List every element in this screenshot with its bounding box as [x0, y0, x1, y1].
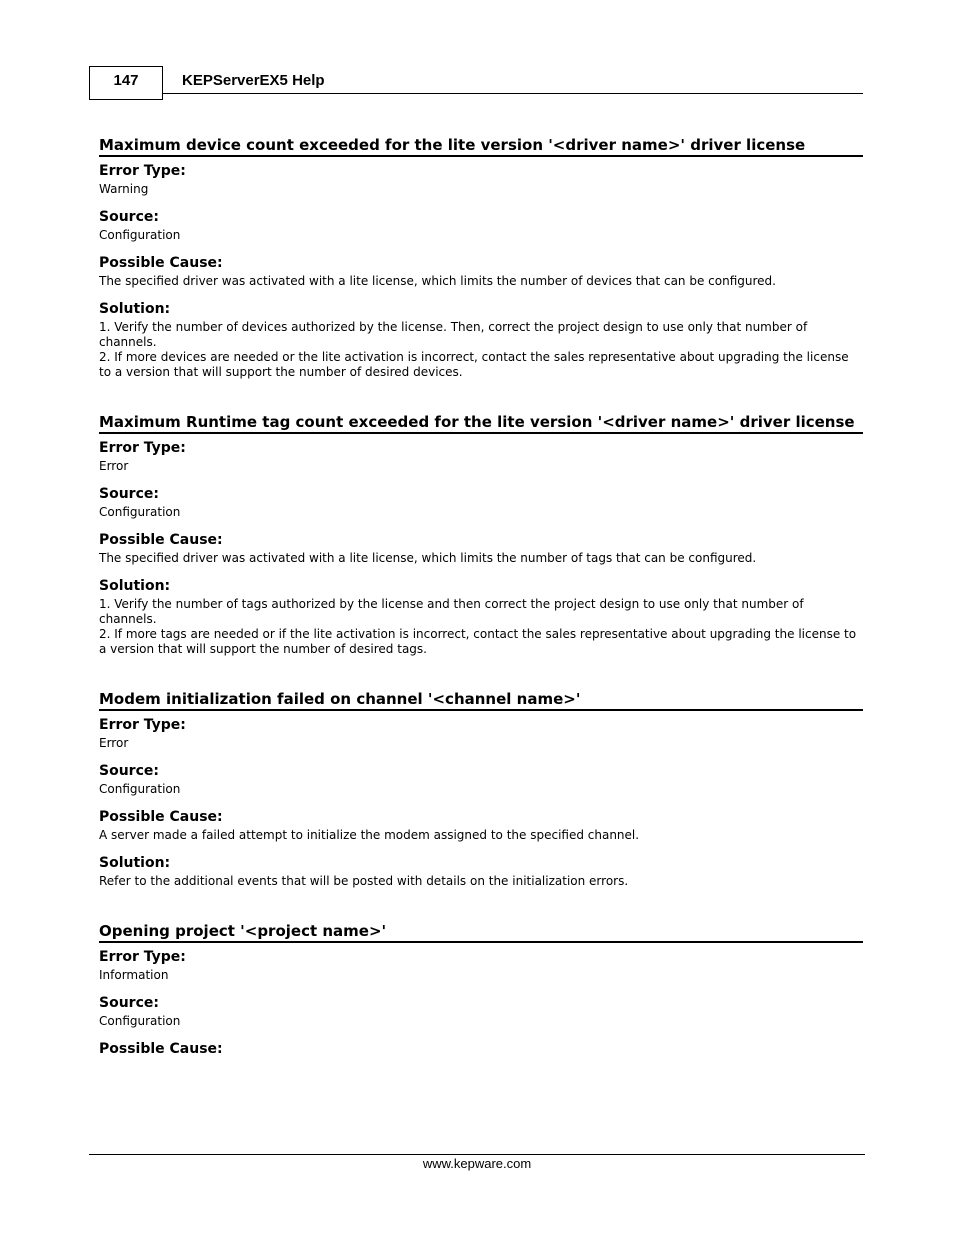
solution-field — [99, 578, 863, 657]
error-type-field — [99, 163, 863, 197]
solution-label: Solution: — [99, 578, 171, 594]
cause-label: Possible Cause: — [99, 809, 223, 825]
cause-field — [99, 1041, 863, 1058]
error-type-field — [99, 717, 863, 751]
entry-title: Maximum Runtime tag count exceeded for the lite version '<driver name>' driver license — [99, 413, 863, 434]
cause-value: The specified driver was activated with a lite license, which limits the number of tags that can be configured. — [99, 551, 757, 565]
footer-divider — [89, 1154, 865, 1155]
solution-label: Solution: — [99, 301, 171, 317]
error-entry-tag-count — [99, 413, 863, 657]
entry-title: Maximum device count exceeded for the lite version '<driver name>' driver license — [99, 136, 863, 157]
error-entry-device-count — [99, 136, 863, 380]
error-entry-modem-init — [99, 690, 863, 889]
cause-label: Possible Cause: — [99, 1041, 223, 1057]
error-type-field — [99, 440, 863, 474]
header-divider — [163, 93, 863, 94]
document-title: KEPServerEX5 Help — [182, 72, 325, 89]
source-label: Source: — [99, 209, 159, 225]
source-label: Source: — [99, 486, 159, 502]
source-field — [99, 209, 863, 243]
cause-field — [99, 255, 863, 289]
error-type-label: Error Type: — [99, 949, 186, 965]
error-entry-opening-project — [99, 922, 863, 1058]
solution-label: Solution: — [99, 855, 171, 871]
footer-url: www.kepware.com — [422, 1156, 532, 1171]
solution-field — [99, 301, 863, 380]
page-number: 147 — [89, 66, 163, 100]
error-type-value: Warning — [99, 182, 149, 196]
source-field — [99, 995, 863, 1029]
solution-step-1: Refer to the additional events that will be posted with details on the initialization errors. — [99, 874, 629, 888]
source-value: Configuration — [99, 1014, 181, 1028]
solution-field — [99, 855, 863, 889]
error-type-value: Error — [99, 736, 129, 750]
error-type-label: Error Type: — [99, 717, 186, 733]
error-type-value: Information — [99, 968, 169, 982]
source-label: Source: — [99, 995, 159, 1011]
solution-step-1: 1. Verify the number of devices authorized by the license. Then, correct the project design to use only that number of channels. — [99, 320, 808, 349]
entry-title: Modem initialization failed on channel '<channel name>' — [99, 690, 863, 711]
solution-step-2: 2. If more tags are needed or if the lite activation is incorrect, contact the sales representative about upgrading the license to a version that will support the number of desired tags. — [99, 627, 857, 656]
solution-step-2: 2. If more devices are needed or the lite activation is incorrect, contact the sales representative about upgrading the license to a version that will support the number of desired devices. — [99, 350, 849, 379]
error-type-field — [99, 949, 863, 983]
source-value: Configuration — [99, 505, 181, 519]
cause-field — [99, 532, 863, 566]
cause-value: The specified driver was activated with a lite license, which limits the number of devices that can be configured. — [99, 274, 776, 288]
source-value: Configuration — [99, 782, 181, 796]
cause-label: Possible Cause: — [99, 255, 223, 271]
cause-field — [99, 809, 863, 843]
page-content — [99, 136, 863, 1091]
source-label: Source: — [99, 763, 159, 779]
error-type-label: Error Type: — [99, 440, 186, 456]
entry-title: Opening project '<project name>' — [99, 922, 863, 943]
source-field — [99, 486, 863, 520]
error-type-label: Error Type: — [99, 163, 186, 179]
error-type-value: Error — [99, 459, 129, 473]
cause-value: A server made a failed attempt to initialize the modem assigned to the specified channel. — [99, 828, 640, 842]
cause-label: Possible Cause: — [99, 532, 223, 548]
source-field — [99, 763, 863, 797]
source-value: Configuration — [99, 228, 181, 242]
solution-step-1: 1. Verify the number of tags authorized by the license and then correct the project design to use only that number of channels. — [99, 597, 804, 626]
